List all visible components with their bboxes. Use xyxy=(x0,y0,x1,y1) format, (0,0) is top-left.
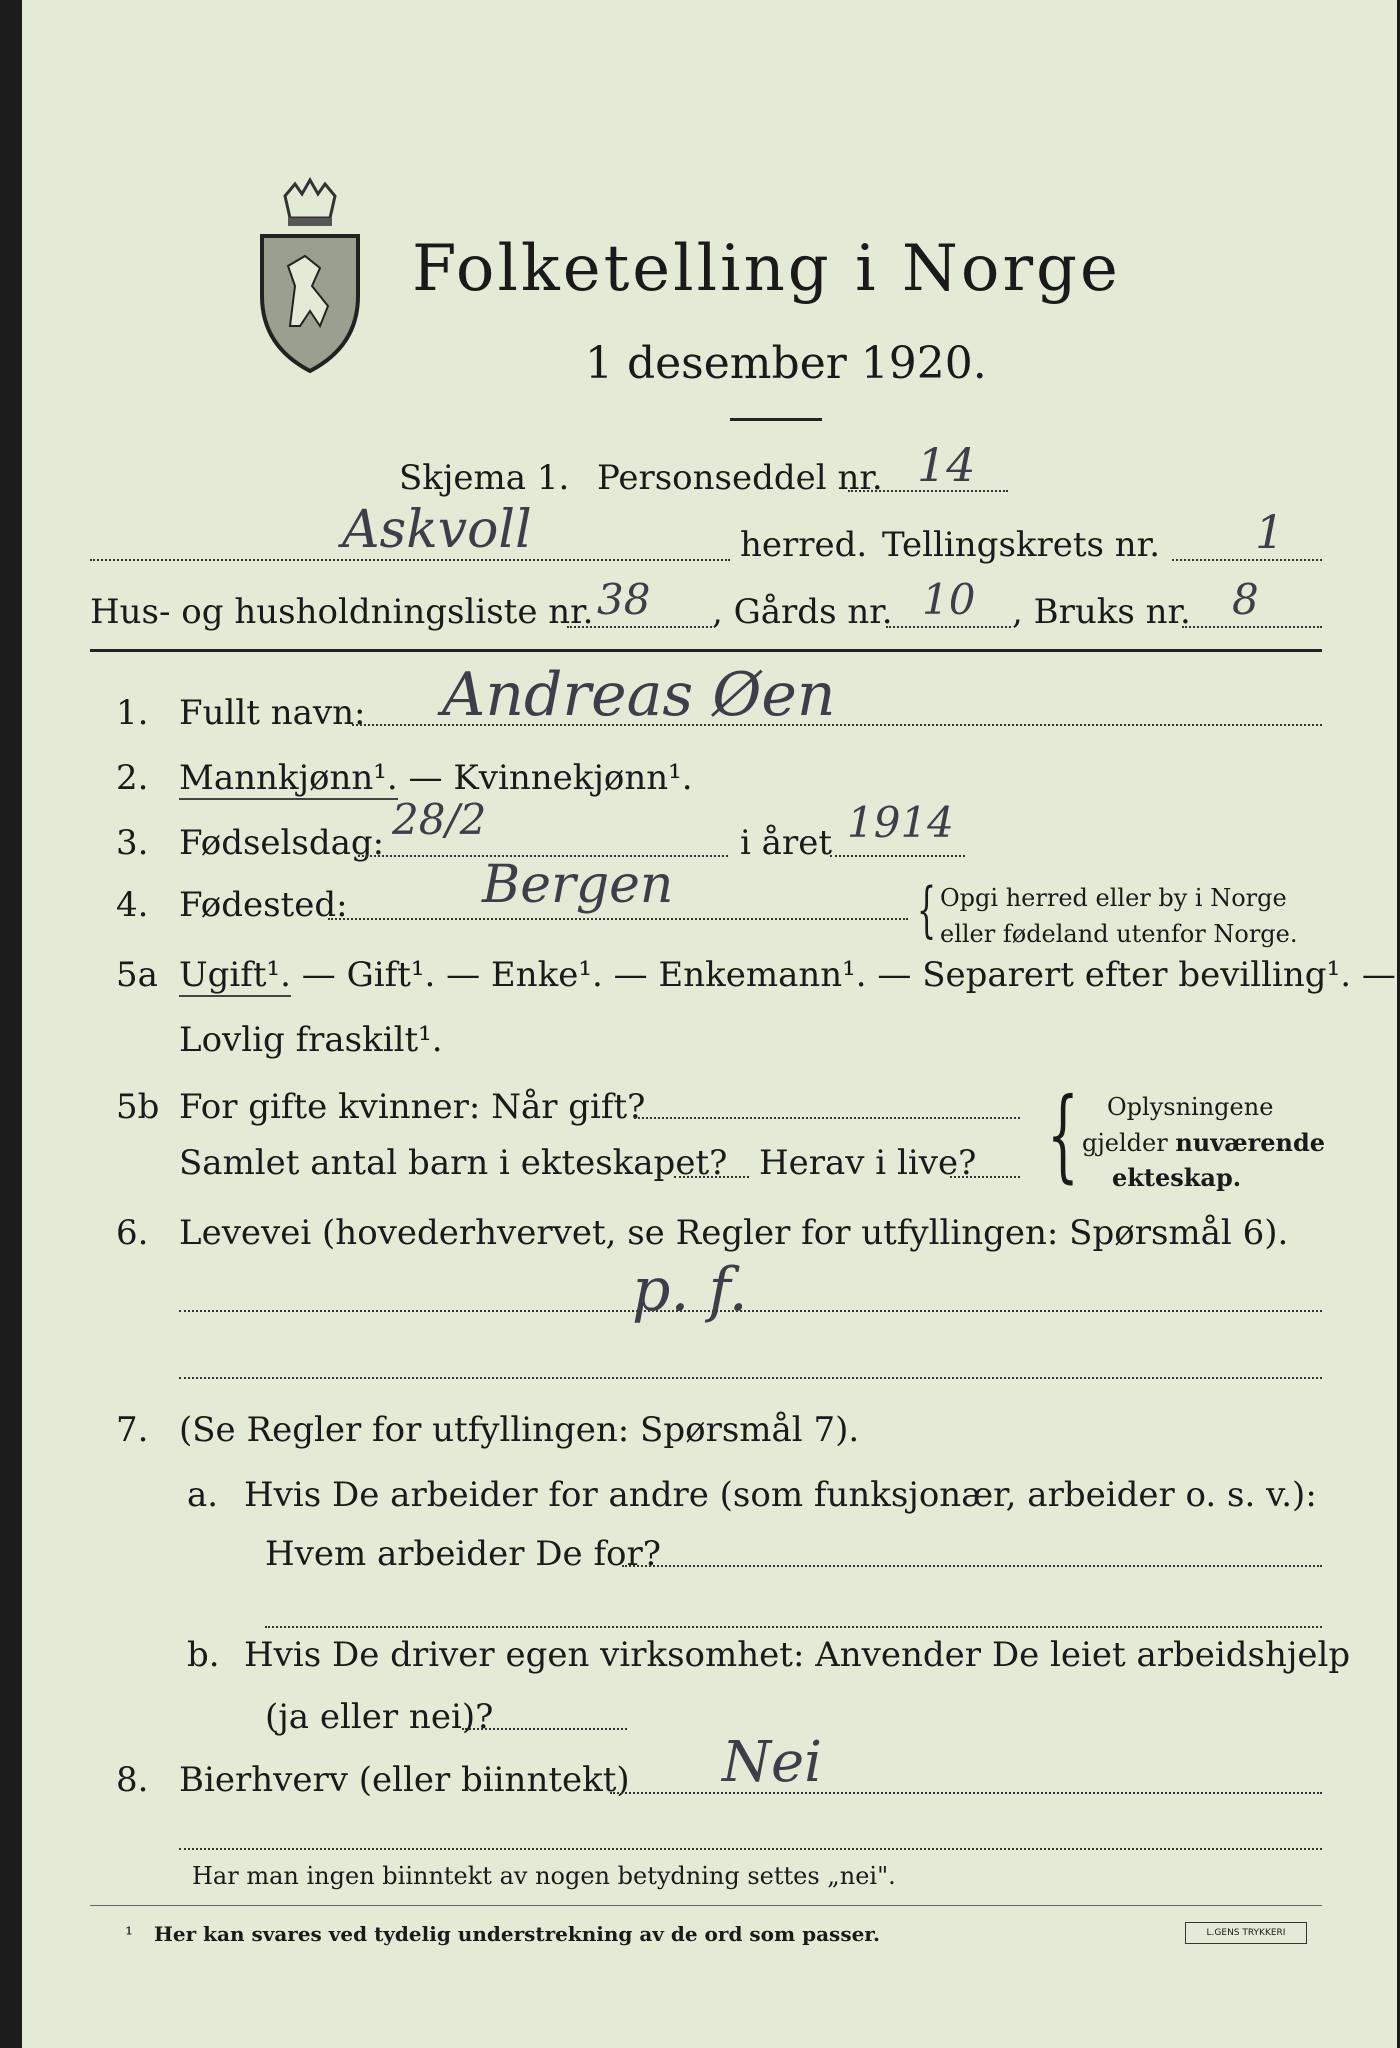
footnote-text xyxy=(154,1922,880,1946)
q3-label: Fødselsdag: xyxy=(179,823,385,863)
q2-kvinnekjonn: — Kvinnekjønn¹. xyxy=(397,758,693,798)
skjema-label: Skjema 1. xyxy=(399,458,570,498)
tellingskrets-label: Tellingskrets nr. xyxy=(882,525,1161,565)
q8-line-2 xyxy=(179,1848,1322,1850)
q7a-number: a. xyxy=(187,1475,219,1515)
form-subtitle: 1 desember 1920. xyxy=(585,338,987,389)
q8-number: 8. xyxy=(116,1760,149,1800)
footer-rule xyxy=(90,1905,1322,1906)
q7-label: (Se Regler for utfyllingen: Spørsmål 7). xyxy=(179,1410,860,1450)
printer-stamp: L.GENS TRYKKERI xyxy=(1185,1922,1307,1944)
q4-label: Fødested: xyxy=(179,885,348,925)
q7b-number: b. xyxy=(187,1635,220,1675)
q1-value: Andreas Øen xyxy=(442,660,836,730)
q8-line xyxy=(610,1792,1322,1794)
q8-value: Nei xyxy=(722,1730,823,1795)
q4-note-2: eller fødeland utenfor Norge. xyxy=(940,920,1298,948)
q5a-rest: — Gift¹. — Enke¹. — Enkemann¹. — Separert efter bevilling¹. — xyxy=(290,955,1396,995)
q4-line xyxy=(328,918,908,920)
q5b-line-3 xyxy=(950,1176,1020,1178)
q3-number: 3. xyxy=(116,823,149,863)
herred-value: Askvoll xyxy=(342,500,532,560)
q5a-ugift: Ugift¹. xyxy=(179,955,291,995)
q5b-note-3: ekteskap. xyxy=(1112,1163,1242,1192)
q5a-text xyxy=(179,955,1396,995)
q3-year-line xyxy=(830,855,965,857)
bruks-label: , Bruks nr. xyxy=(1012,592,1191,632)
q2-text xyxy=(179,758,693,798)
coat-of-arms-icon xyxy=(250,176,370,376)
q6-line-1 xyxy=(179,1310,1322,1312)
personseddel-value: 14 xyxy=(917,438,976,492)
q5b-note-2 xyxy=(1082,1128,1325,1157)
q1-number: 1. xyxy=(116,693,149,733)
q3-year-value: 1914 xyxy=(847,798,954,847)
gards-line xyxy=(886,626,1011,628)
q5a-line2: Lovlig fraskilt¹. xyxy=(179,1020,443,1060)
herred-label: herred. xyxy=(740,525,868,565)
q7a-line-2 xyxy=(265,1626,1322,1628)
q7-number: 7. xyxy=(116,1410,149,1450)
q4-number: 4. xyxy=(116,885,149,925)
q5b-label-2: Samlet antal barn i ekteskapet? xyxy=(179,1143,728,1183)
tellingskrets-value: 1 xyxy=(1255,505,1285,559)
bruks-value: 8 xyxy=(1232,575,1259,624)
q5b-brace: { xyxy=(1047,1076,1079,1193)
q3-year-label: i året xyxy=(740,823,832,863)
title-divider xyxy=(730,418,822,421)
q7a-text-2: Hvem arbeider De for? xyxy=(265,1534,661,1574)
q5b-number: 5b xyxy=(116,1087,160,1127)
hus-line xyxy=(567,626,712,628)
q4-brace: { xyxy=(917,875,937,945)
q8-label: Bierhverv (eller biinntekt) xyxy=(179,1760,630,1800)
footnote-text-a: Her kan svares ved xyxy=(154,1922,375,1946)
q7b-text-2: (ja eller nei)? xyxy=(265,1697,494,1737)
form-title: Folketelling i Norge xyxy=(412,232,1121,306)
q5b-label-1: For gifte kvinner: Når gift? xyxy=(179,1087,646,1127)
q5b-line-2 xyxy=(674,1176,749,1178)
q3-value: 28/2 xyxy=(392,795,487,844)
q6-value: p. f. xyxy=(632,1255,748,1325)
q6-line-2 xyxy=(179,1377,1322,1379)
q5b-label-3: Herav i live? xyxy=(759,1143,977,1183)
hus-value: 38 xyxy=(597,575,651,624)
q7b-text: Hvis De driver egen virksomhet: Anvender De leiet arbeidshjelp xyxy=(244,1635,1351,1675)
gards-label: , Gårds nr. xyxy=(712,592,893,632)
q6-label: Levevei (hovederhvervet, se Regler for utfyllingen: Spørsmål 6). xyxy=(179,1213,1289,1253)
tellingskrets-line xyxy=(1172,559,1322,561)
q5b-line-1 xyxy=(634,1117,1020,1119)
census-form xyxy=(22,0,1397,2048)
q5b-note-2a: gjelder xyxy=(1082,1129,1176,1157)
q6-number: 6. xyxy=(116,1213,149,1253)
q5a-number: 5a xyxy=(116,955,158,995)
q7a-line xyxy=(622,1565,1322,1567)
footer-note: Har man ingen biinntekt av nogen betydning settes „nei". xyxy=(192,1862,896,1890)
bruks-line xyxy=(1182,626,1322,628)
q5b-note-1: Oplysningene xyxy=(1107,1093,1274,1121)
q7a-text: Hvis De arbeider for andre (som funksjonær, arbeider o. s. v.): xyxy=(244,1475,1317,1515)
gards-value: 10 xyxy=(922,575,976,624)
q7b-line xyxy=(462,1728,627,1730)
q2-number: 2. xyxy=(116,758,149,798)
header-rule xyxy=(90,649,1322,652)
footnote-text-b: tydelig understrekning av de ord som passer. xyxy=(374,1922,880,1946)
q5b-note-2b: nuværende xyxy=(1175,1128,1326,1157)
footnote-marker: ¹ xyxy=(125,1922,134,1946)
personseddel-label: Personseddel nr. xyxy=(597,458,883,498)
q2-mannkjonn: Mannkjønn¹. xyxy=(179,758,398,798)
q4-value: Bergen xyxy=(482,855,674,915)
q4-note-1: Opgi herred eller by i Norge xyxy=(940,884,1287,912)
q1-label: Fullt navn: xyxy=(179,693,366,733)
hus-label: Hus- og husholdningsliste nr. xyxy=(90,592,594,632)
